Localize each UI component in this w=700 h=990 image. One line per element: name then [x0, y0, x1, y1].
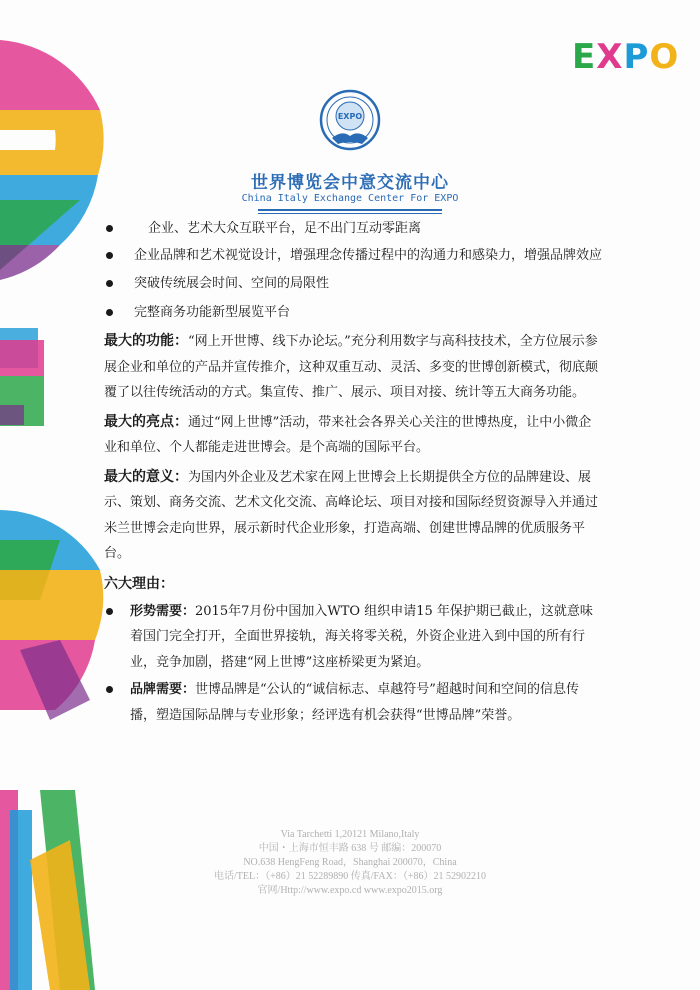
reason-text: 世博品牌是“公认的“诚信标志、卓越符号”超越时间和空间的信息传播，塑造国际品牌与专业形象；经评选有机会获得“世博品牌”荣誉。: [130, 682, 579, 723]
feature-text: 企业、艺术大众互联平台，足不出门互动零距离: [148, 221, 422, 236]
feature-item: [104, 243, 604, 269]
header-divider: [258, 209, 442, 211]
bullet-icon: [106, 252, 113, 259]
feature-text: 突破传统展会时间、空间的局限性: [134, 276, 330, 291]
feature-item: [104, 271, 604, 297]
section-label: 最大的意义：: [104, 468, 188, 485]
document-body: [104, 216, 604, 728]
footer-address-cn: 中国・上海市恒丰路 638 号 邮编：200070: [258, 843, 442, 854]
org-name-en: China Italy Exchange Center For EXPO: [241, 193, 459, 204]
feature-text: 完整商务功能新型展览平台: [134, 304, 291, 320]
section-significance: [104, 465, 604, 567]
expo-logo: [572, 37, 680, 77]
header-divider-thin: [258, 213, 442, 214]
feature-item: [104, 216, 604, 242]
reason-term: 形势需要：: [130, 603, 196, 619]
footer-contact: [0, 828, 700, 898]
exchange-center-emblem: [318, 86, 382, 162]
section-label: 最大的亮点：: [104, 413, 188, 430]
bullet-icon: [106, 225, 113, 232]
section-text: 通过“网上世博”活动，带来社会各界关心关注的世博热度，让中小微企业和单位、个人都能走进世博会。是个高端的国际平台。: [104, 414, 592, 455]
expo-logo-letter-p: P: [623, 37, 650, 77]
feature-item: [104, 300, 604, 326]
feature-text: 企业品牌和艺术视觉设计，增强理念传播过程中的沟通力和感染力，增强品牌效应: [134, 247, 603, 263]
section-label: 最大的功能：: [104, 333, 188, 349]
bullet-icon: [106, 608, 113, 615]
reason-item: [104, 677, 604, 728]
footer-phone-fax: 电话/TEL：（+86）21 52289890 传真/FAX：（+86）21 52902210: [214, 871, 486, 882]
footer-website: 官网/Http://www.expo.cd www.expo2015.org: [257, 885, 443, 896]
footer-address-en: NO.638 HengFeng Road，Shanghai 200070，China: [243, 857, 457, 868]
bullet-icon: [106, 280, 113, 287]
section-text: “网上开世博、线下办论坛。”充分利用数字与高科技技术，全方位展示参展企业和单位的产品并宣传推介，这种双重互动、灵活、多变的世博创新模式，彻底颠覆了以往传统活动的方式。集宣传、推广、展示、项目对接、统计等五大商务功能。: [104, 334, 599, 400]
bullet-icon: [106, 686, 113, 693]
footer-address-italy: Via Tarchetti 1,20121 Milano,Italy: [280, 829, 420, 840]
reason-text: 2015年7月份中国加入WTO 组织申请15 年保护期已截止，这就意味着国门完全打开，全面世界接轨，海关将零关税，外资企业进入到中国的所有行业，竞争加剧，搭建“网上世博”这座桥梁更为紧迫。: [130, 603, 593, 670]
expo-logo-letter-e: E: [572, 37, 597, 77]
section-function: [104, 329, 604, 406]
section-text: 为国内外企业及艺术家在网上世博会上长期提供全方位的品牌建设、展示、策划、商务交流、艺术文化交流、高峰论坛、项目对接和国际经贸资源导入并通过米兰世博会走向世界，展示新时代企业形象，打造高端、创建世博品牌的优质服务平台。: [104, 469, 599, 561]
reasons-title: 六大理由：: [104, 575, 174, 592]
expo-logo-letter-x: X: [596, 37, 624, 77]
bullet-icon: [106, 309, 113, 316]
section-highlight: [104, 410, 604, 461]
org-name-cn: 世界博览会中意交流中心: [251, 173, 449, 193]
reason-item: [104, 599, 604, 676]
expo-logo-letter-o: O: [649, 37, 680, 77]
emblem-text: EXPO: [337, 112, 363, 121]
reason-term: 品牌需要：: [130, 682, 196, 697]
